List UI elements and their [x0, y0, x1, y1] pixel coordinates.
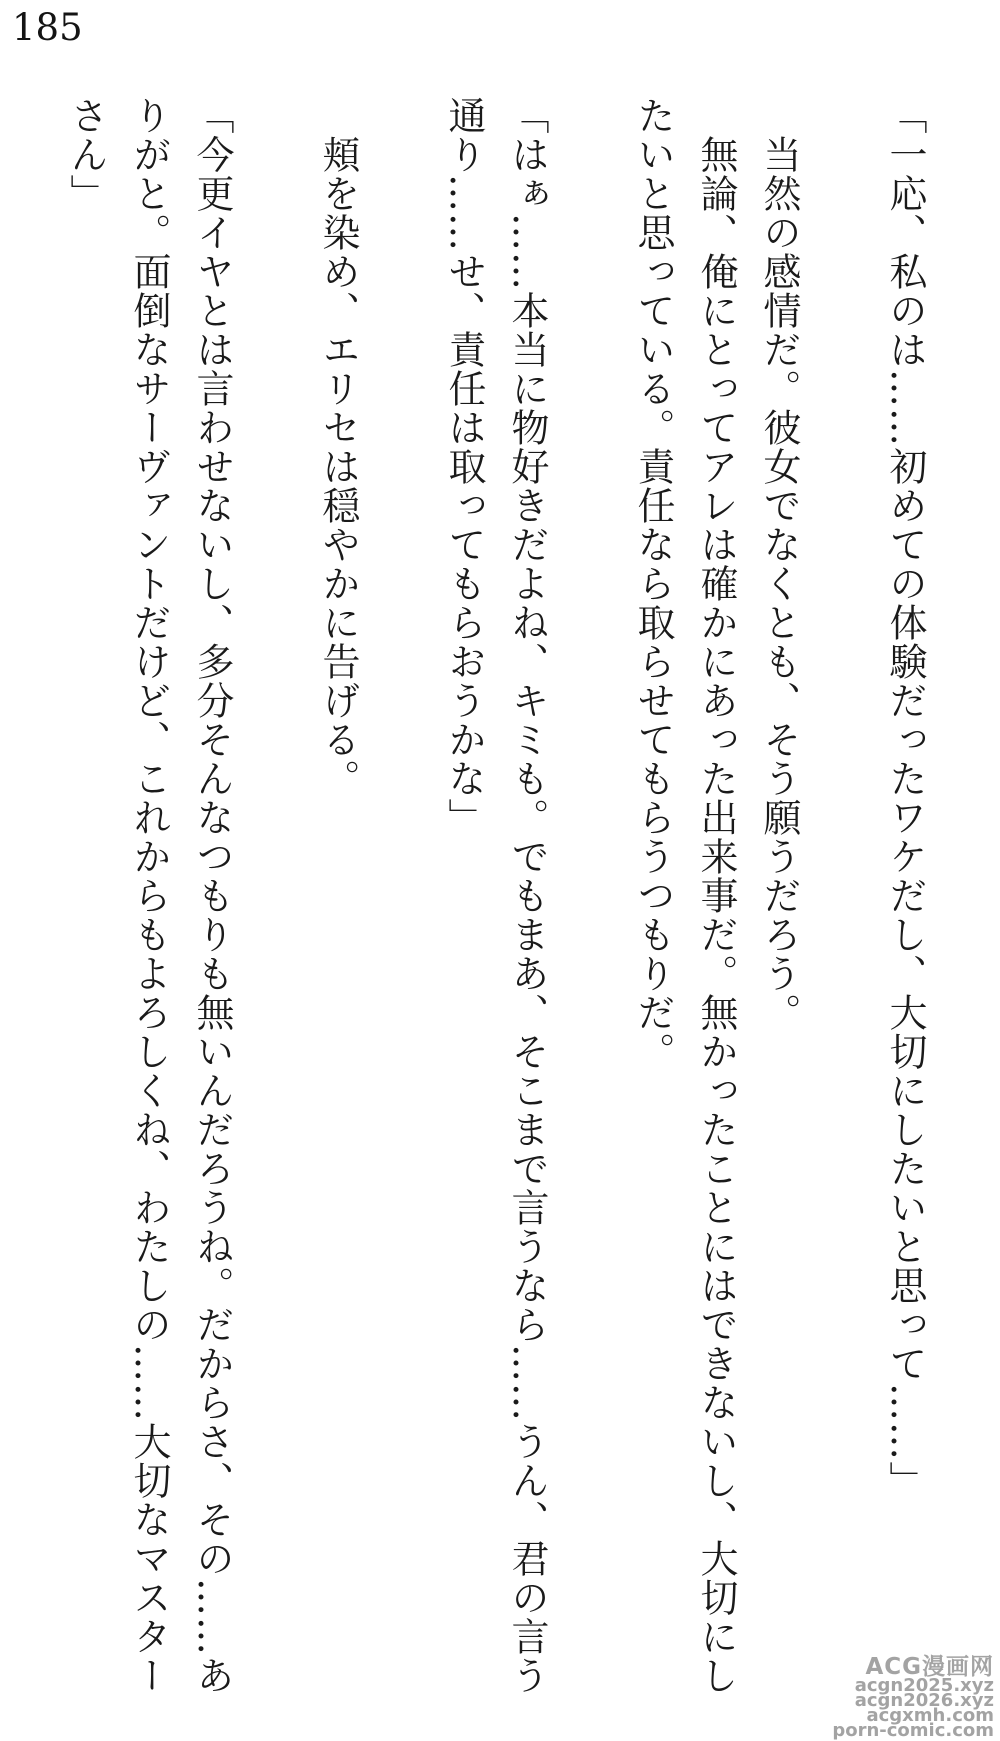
watermark-url-1: acgn2025.xyz — [854, 1675, 994, 1696]
paragraph-narration-3: 頬を染め、エリセは穏やかに告げる。 — [316, 96, 360, 798]
watermark-url-4: porn-comic.com — [832, 1720, 994, 1741]
paragraph-narration-1: 当然の感情だ。彼女でなくとも、そう願うだろう。 — [757, 96, 801, 1032]
watermark — [832, 1654, 994, 1741]
page-number: 185 — [12, 6, 83, 49]
paragraph-narration-2: 無論、俺にとってアレは確かにあった出来事だ。無かったことにはできないし、大切にしたいと思っている。責任なら取らせてもらうつもりだ。 — [631, 96, 738, 1695]
paragraph-dialogue-1: 「一応、私のは……初めての体験だったワケだし、大切にしたいと思って……」 — [883, 96, 927, 1500]
watermark-url-2: acgn2026.xyz — [854, 1690, 994, 1711]
watermark-site-name: ACG漫画网 — [865, 1654, 994, 1680]
paragraph-dialogue-2: 「はぁ……本当に物好きだよね、キミも。でもまあ、そこまで言うなら……うん、君の言う通り……せ、責任は取ってもらおうかな」 — [442, 96, 549, 1695]
watermark-url-3: acgxmh.com — [866, 1705, 994, 1726]
novel-text-block — [36, 96, 936, 1696]
paragraph-dialogue-3: 「今更イヤとは言わせないし、多分そんなつもりも無いんだろうね。だからさ、その……ありがと。面倒なサーヴァントだけど、これからもよろしくね、わたしの……大切なマスターさん」 — [64, 96, 234, 1695]
